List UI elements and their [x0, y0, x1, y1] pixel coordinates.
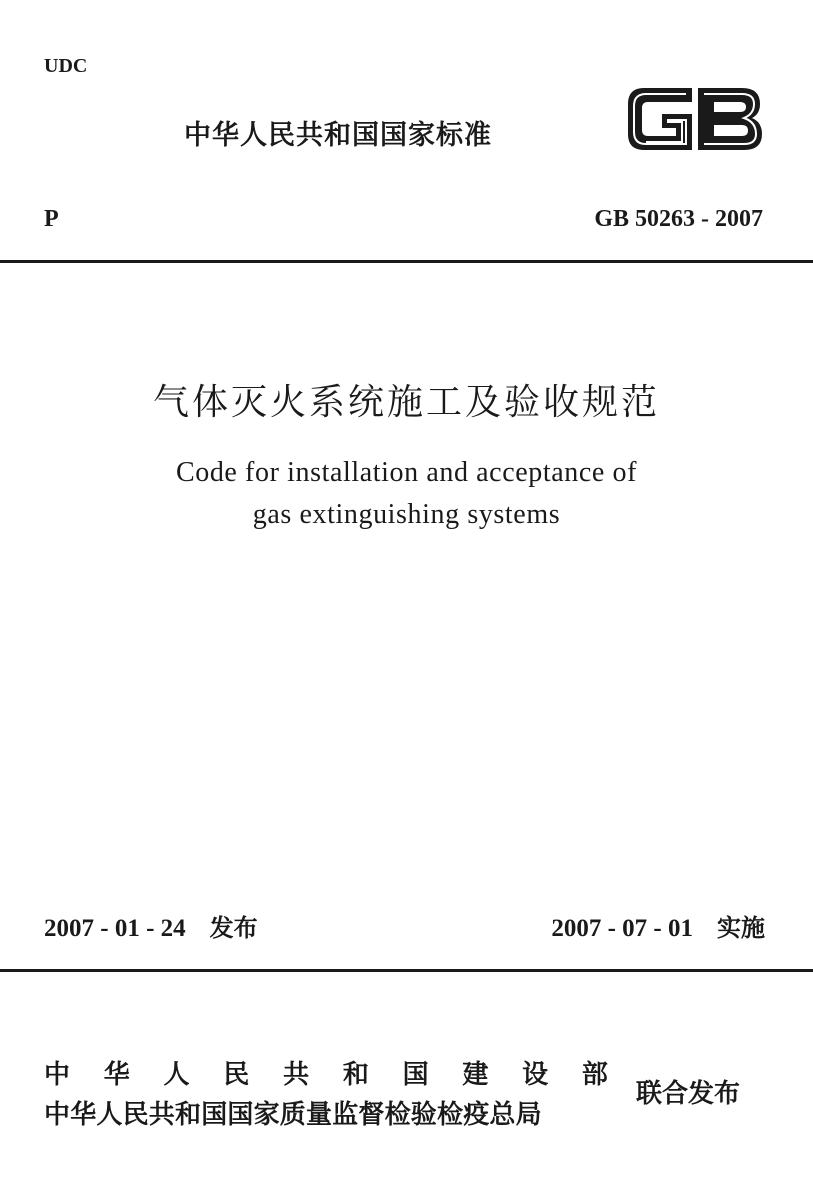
standard-number: GB 50263 - 2007: [594, 206, 763, 232]
effective-label: 实施: [717, 914, 765, 942]
issuer-char: 建: [462, 1060, 489, 1090]
title-english-line-2: gas extinguishing systems: [252, 499, 561, 530]
issue-date: 2007 - 01 - 24: [44, 915, 186, 942]
gb-logo: [622, 80, 768, 156]
issuer-char: 中: [44, 1060, 71, 1090]
issuer-char: 人: [163, 1060, 190, 1090]
title-english: [0, 452, 813, 536]
bottom-divider: [0, 969, 813, 972]
title-chinese: 气体灭火系统施工及验收规范: [152, 382, 660, 423]
issuer-char: 华: [103, 1060, 130, 1090]
effective-date: 2007 - 07 - 01: [551, 915, 693, 942]
issue-label: 发布: [209, 914, 258, 942]
issuer-char: 设: [522, 1060, 549, 1090]
issue-date-block: [44, 911, 258, 946]
issuer-char: 共: [283, 1060, 310, 1090]
issuer-char: 和: [342, 1060, 369, 1090]
udc-label: UDC: [44, 55, 88, 77]
issuer-administration: 中华人民共和国国家质量监督检验检疫总局: [44, 1100, 542, 1130]
classification-code: P: [44, 206, 59, 232]
effective-date-block: [551, 911, 765, 946]
issuer-char: 部: [581, 1060, 608, 1090]
joint-release-label: 联合发布: [636, 1079, 741, 1109]
national-standard-heading: 中华人民共和国国家标准: [184, 120, 492, 151]
top-divider: [0, 260, 813, 263]
issuer-char: 民: [223, 1060, 250, 1090]
issuer-ministry: [44, 1058, 608, 1092]
issuer-char: 国: [402, 1060, 429, 1090]
title-english-line-1: Code for installation and acceptance of: [175, 457, 638, 488]
